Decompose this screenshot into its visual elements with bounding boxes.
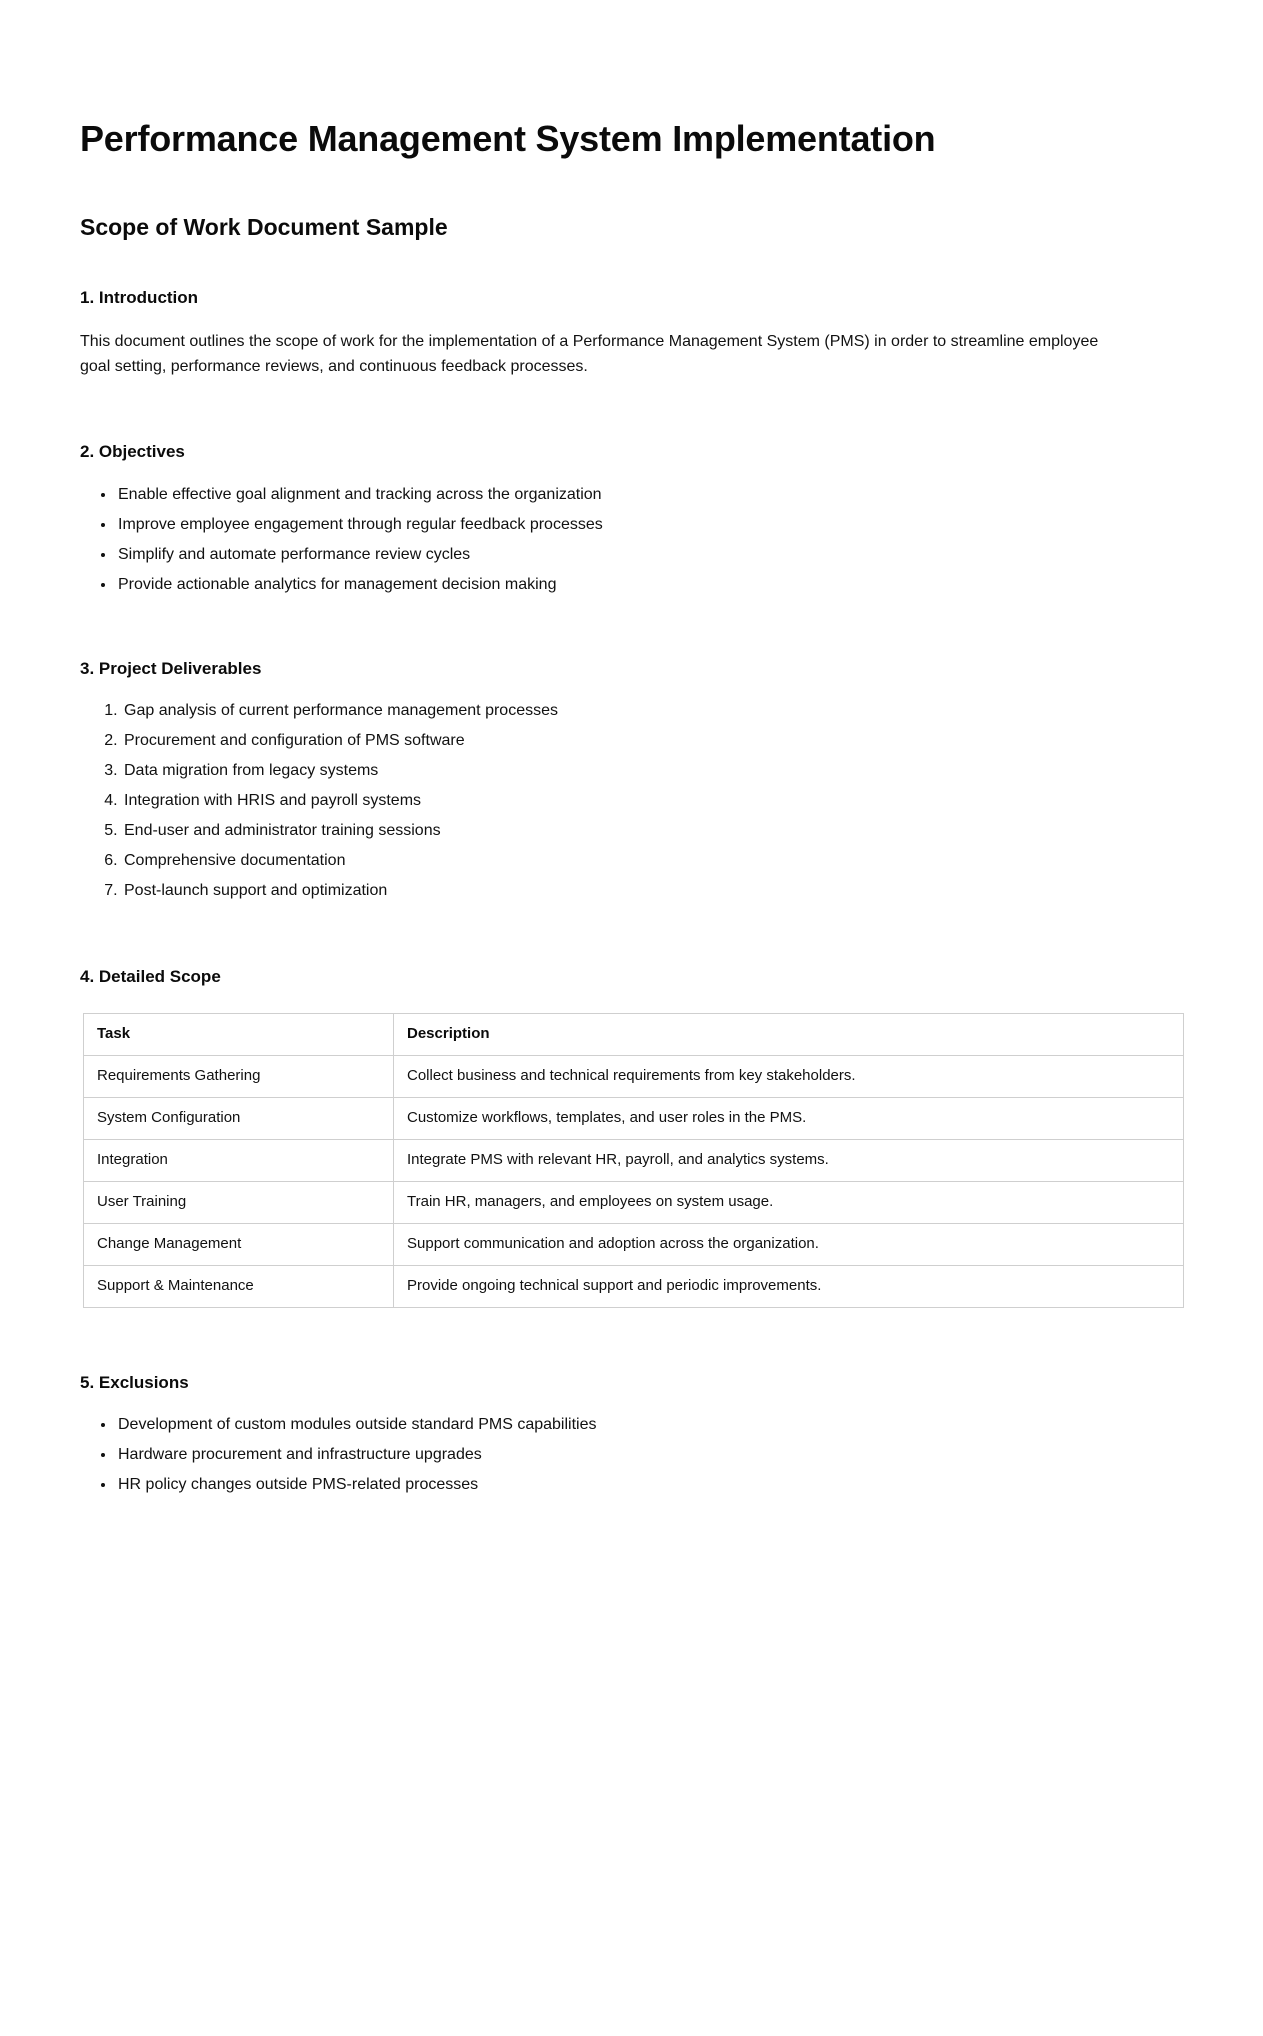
table-row	[84, 1055, 1184, 1097]
deliverables-list	[80, 698, 1183, 903]
section-heading-deliverables: 3. Project Deliverables	[80, 658, 262, 678]
section-heading-detailed-scope: 4. Detailed Scope	[80, 967, 221, 987]
table-row	[84, 1223, 1184, 1265]
section-heading-exclusions: 5. Exclusions	[80, 1372, 189, 1392]
cell-description: Provide ongoing technical support and periodic improvements.	[394, 1265, 1184, 1307]
section-heading-objectives: 2. Objectives	[80, 442, 185, 462]
section-exclusions	[80, 1373, 1183, 1497]
table-row	[84, 1097, 1184, 1139]
exclusions-list	[80, 1412, 1183, 1497]
cell-task: Requirements Gathering	[84, 1055, 394, 1097]
section-introduction	[80, 288, 1183, 379]
list-item: 4. Integration with HRIS and payroll systems	[122, 788, 1183, 813]
table-row	[84, 1139, 1184, 1181]
list-item: • Improve employee engagement through regular feedback processes	[116, 512, 1183, 537]
list-item: 6. Comprehensive documentation	[122, 848, 1183, 873]
column-header-task: Task	[84, 1013, 394, 1055]
cell-description: Train HR, managers, and employees on system usage.	[394, 1181, 1184, 1223]
cell-description: Customize workflows, templates, and user roles in the PMS.	[394, 1097, 1184, 1139]
list-item: • Simplify and automate performance review cycles	[116, 542, 1183, 567]
column-header-description: Description	[394, 1013, 1184, 1055]
cell-description: Support communication and adoption across the organization.	[394, 1223, 1184, 1265]
list-item: 5. End-user and administrator training sessions	[122, 818, 1183, 843]
document-subtitle: Scope of Work Document Sample	[80, 214, 448, 241]
list-item: 7. Post-launch support and optimization	[122, 878, 1183, 903]
introduction-paragraph: This document outlines the scope of work for the implementation of a Performance Management System (PMS) in order to streamline employee goal setting, performance reviews, and continuous feedback processes.	[80, 333, 1099, 376]
page-title: Performance Management System Implementation	[80, 118, 936, 159]
list-item: • Hardware procurement and infrastructure upgrades	[116, 1442, 1183, 1467]
table-row	[84, 1265, 1184, 1307]
list-item: • Enable effective goal alignment and tracking across the organization	[116, 482, 1183, 507]
list-item: • HR policy changes outside PMS-related processes	[116, 1472, 1183, 1497]
objectives-list	[80, 482, 1183, 597]
cell-task: Support & Maintenance	[84, 1265, 394, 1307]
list-item: 2. Procurement and configuration of PMS software	[122, 728, 1183, 753]
section-objectives	[80, 442, 1183, 596]
section-detailed-scope	[80, 967, 1183, 1307]
cell-task: Integration	[84, 1139, 394, 1181]
list-item: • Development of custom modules outside standard PMS capabilities	[116, 1412, 1183, 1437]
list-item: 1. Gap analysis of current performance management processes	[122, 698, 1183, 723]
cell-description: Collect business and technical requirements from key stakeholders.	[394, 1055, 1184, 1097]
cell-task: User Training	[84, 1181, 394, 1223]
list-item: • Provide actionable analytics for management decision making	[116, 572, 1183, 597]
list-item: 3. Data migration from legacy systems	[122, 758, 1183, 783]
cell-task: System Configuration	[84, 1097, 394, 1139]
table-header-row	[84, 1013, 1184, 1055]
detailed-scope-table	[83, 1013, 1184, 1308]
table-row	[84, 1181, 1184, 1223]
section-project-deliverables	[80, 659, 1183, 903]
cell-description: Integrate PMS with relevant HR, payroll, and analytics systems.	[394, 1139, 1184, 1181]
section-heading-introduction: 1. Introduction	[80, 287, 199, 307]
cell-task: Change Management	[84, 1223, 394, 1265]
